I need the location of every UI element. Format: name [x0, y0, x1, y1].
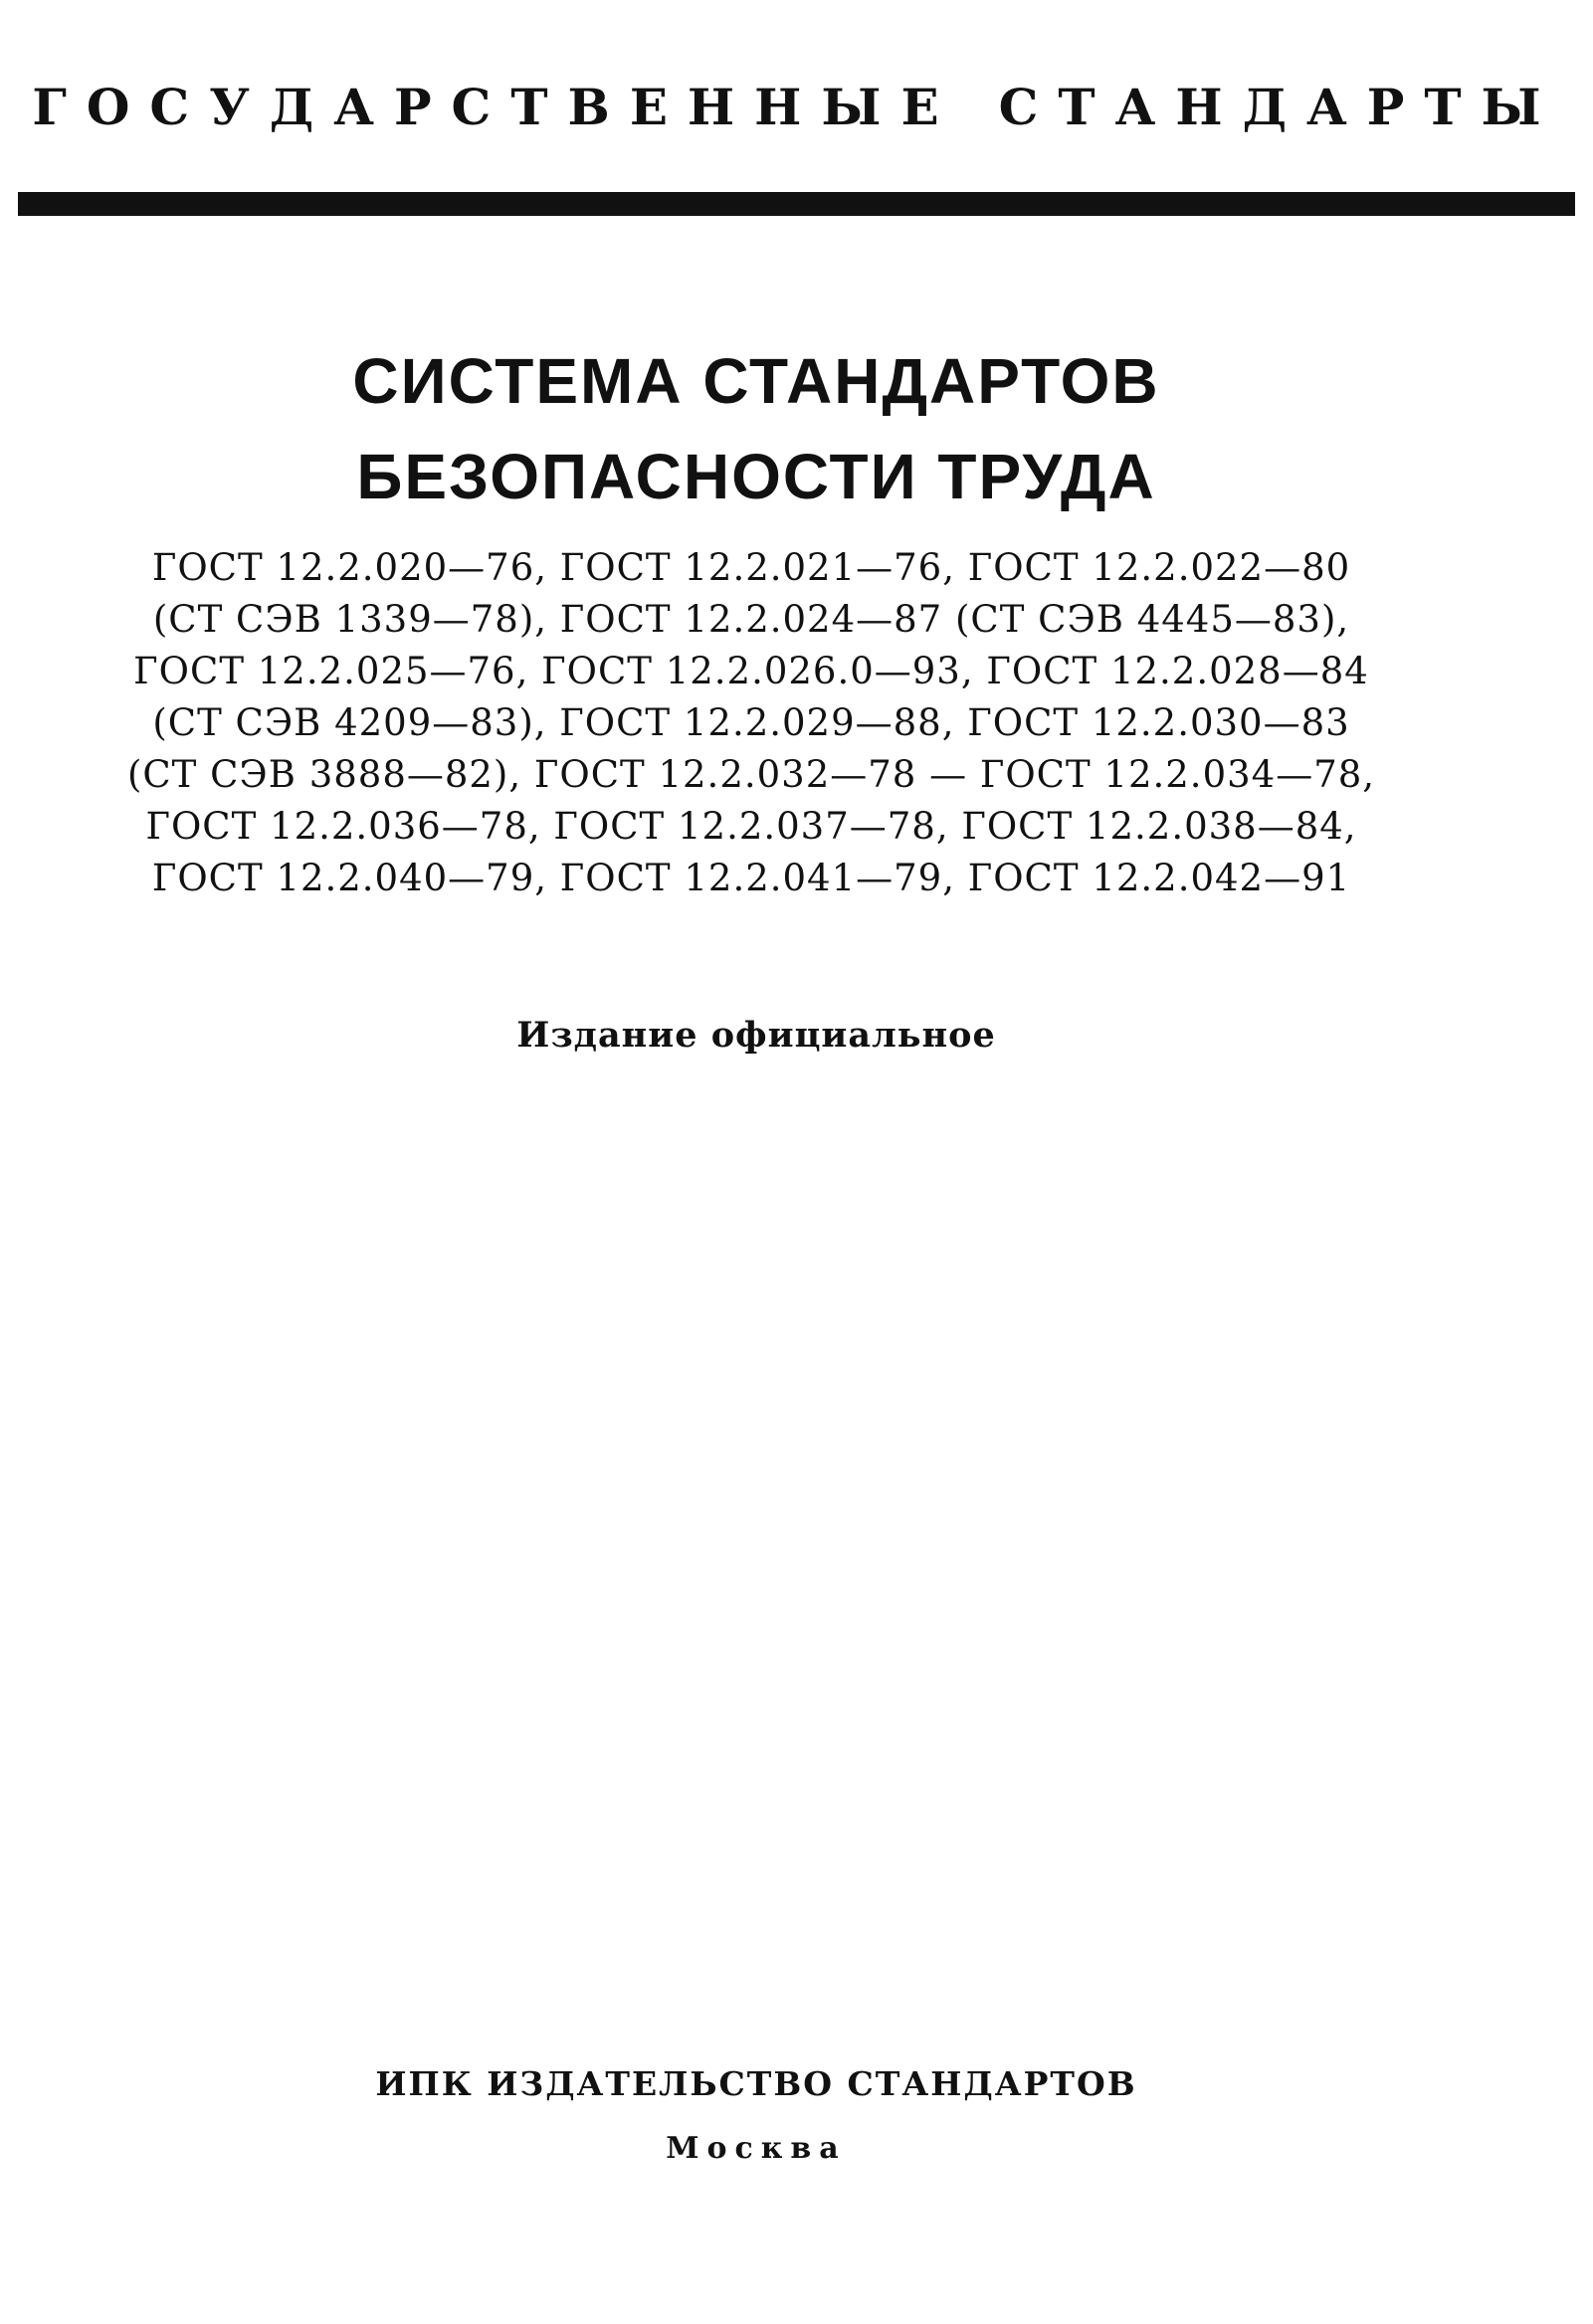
standards-line: ГОСТ 12.2.020—76, ГОСТ 12.2.021—76, ГОСТ 12.2.022—80 [151, 546, 1351, 589]
standards-line: ГОСТ 12.2.036—78, ГОСТ 12.2.037—78, ГОСТ 12.2.038—84, [145, 805, 1357, 848]
main-title-line-1: СИСТЕМА СТАНДАРТОВ [352, 345, 1160, 417]
header-rule [18, 192, 1575, 216]
main-title [0, 333, 1512, 524]
publisher-city: Москва [666, 2131, 847, 2166]
standards-line: (СТ СЭВ 1339—78), ГОСТ 12.2.024—87 (СТ СЭВ 4445—83), [152, 598, 1350, 641]
main-title-line-2: БЕЗОПАСНОСТИ ТРУДА [356, 441, 1156, 512]
standards-line: (СТ СЭВ 4209—83), ГОСТ 12.2.029—88, ГОСТ 12.2.030—83 [152, 701, 1350, 744]
standards-line: ГОСТ 12.2.040—79, ГОСТ 12.2.041—79, ГОСТ 12.2.042—91 [151, 857, 1351, 899]
series-header-left: ГОСУДАРСТВЕННЫЕ [32, 78, 959, 136]
publisher-name: ИПК ИЗДАТЕЛЬСТВО СТАНДАРТОВ [375, 2064, 1137, 2103]
standards-line: ГОСТ 12.2.025—76, ГОСТ 12.2.026.0—93, ГОСТ 12.2.028—84 [133, 650, 1369, 692]
standards-line: (СТ СЭВ 3888—82), ГОСТ 12.2.032—78 — ГОСТ 12.2.034—78, [126, 753, 1376, 796]
series-header [0, 78, 1593, 136]
standards-list [90, 542, 1413, 904]
series-header-right: СТАНДАРТЫ [998, 78, 1561, 136]
edition-label: Издание официальное [516, 1015, 996, 1056]
